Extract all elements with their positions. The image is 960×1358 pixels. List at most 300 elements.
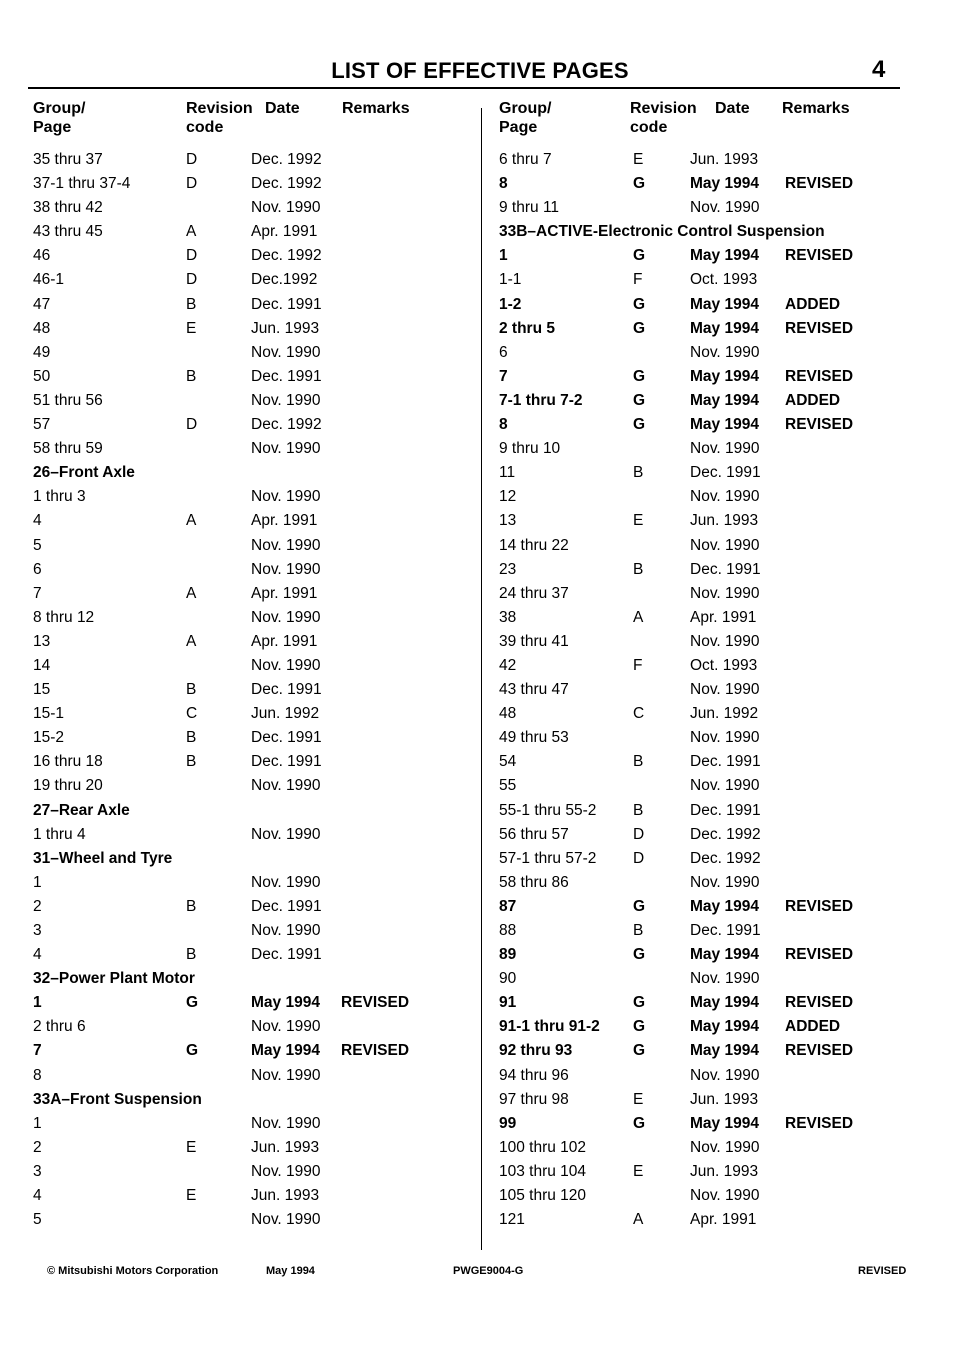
cell-page: 97 thru 98 [499,1090,569,1108]
cell-date: Nov. 1990 [251,608,321,626]
cell-remarks: REVISED [785,416,854,434]
cell-page: 15-2 [33,729,65,747]
cell-revision-code: E [186,319,197,337]
table-row [33,606,473,630]
cell-page: 1 [499,247,508,265]
table-row [499,967,939,991]
header-remarks: Remarks [782,100,850,117]
cell-date: Dec. 1991 [251,367,322,385]
table-row [499,196,939,220]
cell-date: Jun. 1992 [690,705,759,723]
cell-revision-code: B [186,681,197,699]
section-heading [33,799,473,823]
cell-page: 6 [499,343,508,361]
table-row [33,630,473,654]
cell-revision-code: G [186,994,199,1012]
table-row [499,702,939,726]
cell-page: 42 [499,656,517,674]
cell-remarks: REVISED [785,175,854,193]
cell-page: 37-1 thru 37-4 [33,175,131,193]
cell-page: 15-1 [33,705,65,723]
cell-revision-code: B [186,946,197,964]
cell-revision-code: D [186,416,198,434]
cell-date: Apr. 1991 [690,608,757,626]
cell-date: Dec. 1991 [251,946,322,964]
cell-page: 13 [499,512,517,530]
cell-remarks: REVISED [785,247,854,265]
cell-date: Nov. 1990 [251,825,321,843]
cell-revision-code: B [633,801,644,819]
section-heading [33,967,473,991]
cell-page: 35 thru 37 [33,151,103,168]
cell-page: 3 [33,1162,42,1180]
cell-date: Nov. 1990 [690,873,760,891]
cell-date: Jun. 1993 [690,151,759,168]
cell-revision-code: F [633,271,643,289]
cell-date: May 1994 [690,175,759,193]
cell-revision-code: D [186,175,198,193]
cell-date: May 1994 [690,1018,759,1036]
cell-page: 99 [499,1114,517,1132]
cell-date: Dec. 1991 [251,681,322,699]
table-row [33,1184,473,1208]
cell-date: Nov. 1990 [690,440,760,458]
table-row [33,413,473,437]
cell-page: 50 [33,367,51,385]
table-row [499,1160,939,1184]
cell-page: 2 [33,1138,42,1156]
cell-date: Nov. 1990 [251,560,321,578]
cell-date: Dec. 1991 [690,560,761,578]
section-title: 32–Power Plant Motor [33,970,195,988]
cell-date: Nov. 1990 [690,1138,760,1156]
cell-page: 11 [499,464,516,482]
table-row [499,1015,939,1039]
table-row [499,1064,939,1088]
table-row [33,509,473,533]
cell-page: 12 [499,488,517,506]
table-header [499,96,939,146]
cell-page: 58 thru 86 [499,873,569,891]
cell-remarks: REVISED [785,367,854,385]
table-row [33,293,473,317]
cell-date: May 1994 [690,1114,759,1132]
table-row [33,196,473,220]
table-row [33,220,473,244]
cell-date: Jun. 1993 [251,1187,320,1205]
table-row [499,750,939,774]
cell-revision-code: D [633,849,645,867]
cell-revision-code: B [633,922,644,939]
cell-date: May 1994 [690,946,759,964]
footer-copyright: © Mitsubishi Motors Corporation [47,1265,219,1277]
table-row [33,1064,473,1088]
cell-page: 4 [33,512,42,530]
table-row [499,678,939,702]
table-row [33,268,473,292]
cell-page: 105 thru 120 [499,1187,587,1205]
table-row [499,293,939,317]
cell-remarks: REVISED [785,319,854,337]
cell-date: Nov. 1990 [690,536,760,554]
table-row [499,654,939,678]
cell-date: Jun. 1993 [690,512,759,530]
table-row [499,148,939,172]
cell-revision-code: A [186,584,197,602]
table-row [499,389,939,413]
cell-page: 6 [33,560,42,578]
cell-revision-code: G [186,1042,199,1060]
cell-date: Nov. 1990 [251,1018,321,1036]
footer-status: REVISED [858,1265,907,1277]
cell-date: Nov. 1990 [690,729,760,747]
cell-page: 38 [499,608,517,626]
cell-page: 57-1 thru 57-2 [499,849,597,867]
table-row [33,1160,473,1184]
cell-revision-code: D [633,825,645,843]
cell-date: Nov. 1990 [251,1162,321,1180]
table-row [499,534,939,558]
cell-date: Nov. 1990 [251,777,321,795]
cell-remarks: ADDED [785,1018,841,1036]
cell-revision-code: B [186,729,197,747]
table-row [499,461,939,485]
cell-page: 23 [499,560,517,578]
table-row [499,726,939,750]
cell-revision-code: G [633,391,646,409]
cell-revision-code: B [186,753,197,771]
table-row [33,895,473,919]
table-row [499,1136,939,1160]
cell-page: 8 [33,1066,42,1084]
cell-page: 3 [33,922,42,939]
cell-date: May 1994 [690,367,759,385]
cell-page: 89 [499,946,517,964]
cell-page: 49 thru 53 [499,729,569,747]
table-row [499,244,939,268]
cell-page: 1 thru 3 [33,488,86,506]
cell-page: 5 [33,1211,42,1229]
cell-page: 2 thru 6 [33,1018,86,1036]
table-row [33,919,473,943]
cell-page: 39 thru 41 [499,632,569,650]
cell-revision-code: A [186,512,197,530]
table-row [33,774,473,798]
cell-date: Nov. 1990 [690,681,760,699]
table-row [499,413,939,437]
table-row [499,847,939,871]
cell-date: Dec.1992 [251,271,318,289]
cell-date: Oct. 1993 [690,271,758,289]
cell-date: Nov. 1990 [251,922,321,939]
table-row [499,799,939,823]
column-divider [481,108,482,1250]
cell-page: 15 [33,681,51,699]
cell-date: Nov. 1990 [251,391,321,409]
section-title: 33B–ACTIVE-Electronic Control Suspension [499,223,825,241]
cell-date: Nov. 1990 [251,656,321,674]
cell-revision-code: B [633,753,644,771]
cell-date: Nov. 1990 [251,1114,321,1132]
cell-page: 2 thru 5 [499,319,555,337]
table-row [499,774,939,798]
header-date: Date [715,100,750,117]
cell-remarks: REVISED [341,994,410,1012]
cell-page: 14 thru 22 [499,536,569,554]
table-row [33,558,473,582]
cell-revision-code: B [186,295,197,313]
cell-revision-code: B [633,464,644,482]
table-row [499,485,939,509]
header-rule [28,87,900,89]
page-title: LIST OF EFFECTIVE PAGES [331,58,629,83]
cell-date: Nov. 1990 [690,1187,760,1205]
table-row [33,317,473,341]
table-row [33,726,473,750]
cell-remarks: REVISED [341,1042,410,1060]
cell-page: 91 [499,994,517,1012]
cell-date: Jun. 1992 [251,705,320,723]
table-row [499,582,939,606]
cell-remarks: ADDED [785,295,841,313]
table-row [499,606,939,630]
cell-page: 92 thru 93 [499,1042,573,1060]
cell-page: 1 [33,994,42,1012]
cell-revision-code: E [633,151,644,168]
cell-date: Oct. 1993 [690,656,758,674]
cell-page: 1-1 [499,271,522,289]
cell-page: 7 [33,1042,42,1060]
cell-page: 8 [499,416,508,434]
table-row [33,943,473,967]
cell-page: 1-2 [499,295,522,313]
cell-date: May 1994 [690,319,759,337]
table-row [33,750,473,774]
table-row [33,437,473,461]
table-row [33,823,473,847]
cell-date: Dec. 1991 [690,753,761,771]
cell-date: May 1994 [251,1042,320,1060]
table-row [33,534,473,558]
cell-page: 121 [499,1211,525,1229]
cell-date: Dec. 1991 [251,295,322,313]
cell-date: Nov. 1990 [690,488,760,506]
cell-date: Nov. 1990 [251,199,321,217]
cell-page: 103 thru 104 [499,1162,587,1180]
cell-revision-code: E [633,1090,644,1108]
cell-page: 43 thru 45 [33,223,103,241]
cell-remarks: REVISED [785,1042,854,1060]
table-row [33,1136,473,1160]
cell-page: 48 [33,319,51,337]
cell-page: 1 [33,873,42,891]
cell-date: Jun. 1993 [690,1162,759,1180]
cell-date: Dec. 1991 [690,464,761,482]
table-row [33,871,473,895]
cell-date: Apr. 1991 [251,632,318,650]
cell-date: May 1994 [690,994,759,1012]
table-row [499,365,939,389]
cell-page: 87 [499,897,517,915]
cell-date: Dec. 1991 [251,753,322,771]
cell-page: 24 thru 37 [499,584,569,602]
cell-date: Nov. 1990 [690,777,760,795]
cell-date: Dec. 1991 [251,897,322,915]
cell-revision-code: G [633,416,646,434]
cell-date: Nov. 1990 [690,1066,760,1084]
cell-page: 55 [499,777,517,795]
cell-page: 13 [33,632,51,650]
table-row [33,389,473,413]
cell-revision-code: A [186,223,197,241]
table-row [33,365,473,389]
cell-revision-code: D [186,151,198,168]
cell-revision-code: G [633,994,646,1012]
cell-remarks: REVISED [785,994,854,1012]
cell-page: 14 [33,656,51,674]
cell-remarks: ADDED [785,391,841,409]
table-row [33,1039,473,1063]
cell-date: Nov. 1990 [251,488,321,506]
cell-revision-code: G [633,1018,646,1036]
cell-remarks: REVISED [785,1114,854,1132]
cell-date: May 1994 [690,391,759,409]
cell-date: May 1994 [251,994,320,1012]
cell-revision-code: D [186,247,198,265]
table-row [499,1088,939,1112]
cell-revision-code: A [633,608,644,626]
cell-page: 46-1 [33,271,65,289]
cell-revision-code: G [633,1042,646,1060]
header-revision-code: Revision code [630,100,697,136]
cell-page: 58 thru 59 [33,440,103,458]
cell-date: Apr. 1991 [251,584,318,602]
cell-revision-code: G [633,295,646,313]
table-body [499,148,939,1232]
table-row [499,1112,939,1136]
cell-revision-code: G [633,1114,646,1132]
table-row [33,341,473,365]
cell-date: Nov. 1990 [690,632,760,650]
cell-date: Apr. 1991 [251,512,318,530]
cell-date: Dec. 1992 [251,416,322,434]
cell-date: Dec. 1992 [690,849,761,867]
table-row [33,678,473,702]
cell-page: 57 [33,416,51,434]
cell-date: Apr. 1991 [251,223,318,241]
cell-page: 38 thru 42 [33,199,103,217]
cell-date: Nov. 1990 [690,199,760,217]
cell-date: Dec. 1991 [690,801,761,819]
cell-page: 94 thru 96 [499,1066,569,1084]
section-title: 31–Wheel and Tyre [33,849,173,867]
header-group-page: Group/ Page [33,100,86,136]
header-remarks: Remarks [342,100,410,117]
cell-date: Nov. 1990 [251,1066,321,1084]
table-row [33,1112,473,1136]
cell-revision-code: A [633,1211,644,1229]
cell-date: May 1994 [690,897,759,915]
section-heading [33,461,473,485]
table-row [499,558,939,582]
cell-revision-code: D [186,271,198,289]
cell-page: 9 thru 11 [499,199,560,217]
table-row [499,823,939,847]
section-title: 26–Front Axle [33,464,135,482]
header-group-page: Group/ Page [499,100,552,136]
cell-remarks: REVISED [785,946,854,964]
cell-revision-code: E [633,512,644,530]
cell-date: Nov. 1990 [690,584,760,602]
cell-remarks: REVISED [785,897,854,915]
table-row [499,1039,939,1063]
cell-date: Nov. 1990 [251,343,321,361]
cell-date: Dec. 1991 [251,729,322,747]
cell-page: 8 thru 12 [33,608,95,626]
cell-date: Nov. 1990 [251,1211,321,1229]
cell-revision-code: C [633,705,645,723]
header-revision-code: Revision code [186,100,253,136]
table-row [499,509,939,533]
table-row [33,1208,473,1232]
cell-page: 88 [499,922,517,939]
table-row [499,172,939,196]
cell-page: 48 [499,705,517,723]
table-row [499,341,939,365]
cell-date: Dec. 1991 [690,922,761,939]
table-row [33,702,473,726]
cell-page: 19 thru 20 [33,777,103,795]
cell-date: Apr. 1991 [690,1211,757,1229]
cell-revision-code: E [633,1162,644,1180]
cell-revision-code: G [633,897,646,915]
table-row [499,1184,939,1208]
cell-date: Nov. 1990 [251,536,321,554]
cell-revision-code: G [633,367,646,385]
table-row [33,1015,473,1039]
cell-date: Jun. 1993 [251,319,320,337]
cell-page: 4 [33,1187,42,1205]
table-row [33,244,473,268]
table-row [499,943,939,967]
cell-page: 1 [33,1114,42,1132]
table-row [33,485,473,509]
table-row [33,991,473,1015]
cell-revision-code: G [633,175,646,193]
cell-page: 56 thru 57 [499,825,569,843]
table-row [499,268,939,292]
cell-date: Dec. 1992 [251,247,322,265]
cell-revision-code: A [186,632,197,650]
cell-page: 90 [499,970,517,988]
table-row [499,1208,939,1232]
cell-page: 6 thru 7 [499,151,552,168]
cell-revision-code: E [186,1187,197,1205]
table-row [499,630,939,654]
table-row [499,919,939,943]
table-row [499,871,939,895]
cell-date: Nov. 1990 [690,970,760,988]
cell-page: 47 [33,295,51,313]
cell-revision-code: B [186,367,197,385]
section-heading [499,220,939,244]
cell-page: 9 thru 10 [499,440,561,458]
cell-revision-code: B [186,897,197,915]
cell-page: 5 [33,536,42,554]
cell-revision-code: F [633,656,643,674]
footer-date: May 1994 [266,1265,315,1277]
cell-date: Jun. 1993 [251,1138,320,1156]
